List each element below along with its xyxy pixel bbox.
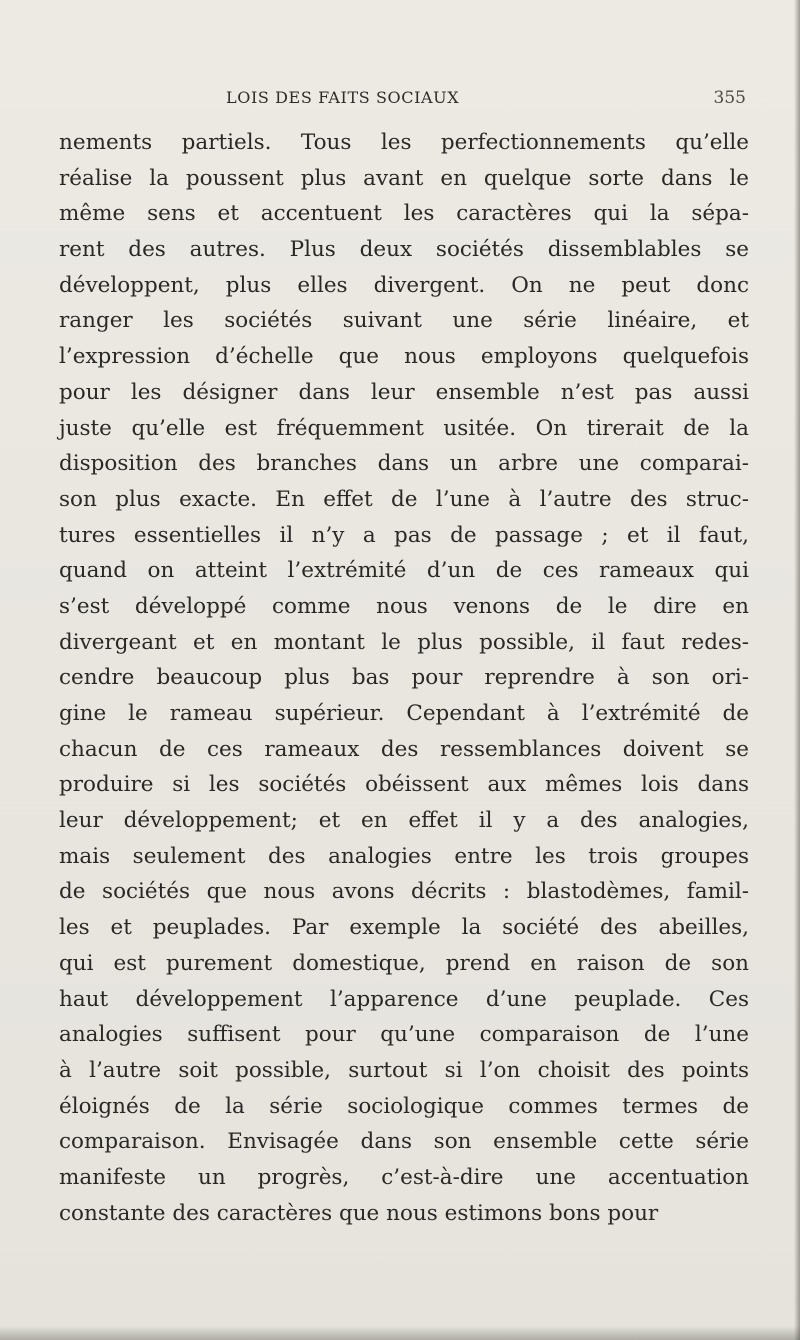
text-line: quand on atteint l’extrémité d’un de ces rameaux qui xyxy=(59,558,749,584)
text-line: les et peuplades. Par exemple la société des abeilles, xyxy=(59,915,749,941)
text-line: tures essentielles il n’y a pas de passage ; et il faut, xyxy=(59,522,749,548)
text-line: réalise la poussent plus avant en quelque sorte dans le xyxy=(59,165,749,191)
text-line: comparaison. Envisagée dans son ensemble cette série xyxy=(59,1129,749,1155)
page-number: 355 xyxy=(713,88,746,108)
text-line: constante des caractères que nous estimons bons pour xyxy=(59,1200,659,1226)
text-line: éloignés de la série sociologique commes termes de xyxy=(59,1093,749,1119)
running-title: LOIS DES FAITS SOCIAUX xyxy=(226,88,460,107)
text-line: de sociétés que nous avons décrits : blastodèmes, famil- xyxy=(59,879,749,905)
text-line: disposition des branches dans un arbre une comparai- xyxy=(59,451,749,477)
text-line: cendre beaucoup plus bas pour reprendre à son ori- xyxy=(59,665,749,691)
text-line: gine le rameau supérieur. Cependant à l’extrémité de xyxy=(59,701,749,726)
text-line: ranger les sociétés suivant une série linéaire, et xyxy=(59,308,749,334)
text-line: leur développement; et en effet il y a des analogies, xyxy=(59,808,749,834)
text-line: son plus exacte. En effet de l’une à l’autre des struc- xyxy=(59,486,749,512)
text-line: chacun de ces rameaux des ressemblances doivent se xyxy=(59,736,749,762)
text-line: même sens et accentuent les caractères qui la sépa- xyxy=(59,201,749,227)
text-line: développent, plus elles divergent. On ne peut donc xyxy=(59,272,749,298)
text-line: produire si les sociétés obéissent aux mêmes lois dans xyxy=(59,772,749,798)
page-edge-shadow xyxy=(794,0,800,1340)
text-line: s’est développé comme nous venons de le dire en xyxy=(59,593,749,619)
body-text xyxy=(59,125,749,1231)
page-bottom-shadow xyxy=(0,1326,800,1340)
text-line: nements partiels. Tous les perfectionnements qu’elle xyxy=(59,130,749,155)
text-line: pour les désigner dans leur ensemble n’est pas aussi xyxy=(59,379,749,405)
text-line: rent des autres. Plus deux sociétés dissemblables se xyxy=(59,237,749,263)
text-line: qui est purement domestique, prend en raison de son xyxy=(59,950,749,976)
page-header xyxy=(60,88,746,118)
text-line: l’expression d’échelle que nous employons quelquefois xyxy=(59,344,749,370)
text-line: divergeant et en montant le plus possible, il faut redes- xyxy=(59,629,749,655)
text-line: mais seulement des analogies entre les trois groupes xyxy=(59,843,749,869)
text-line: haut développement l’apparence d’une peuplade. Ces xyxy=(59,986,749,1012)
text-line: juste qu’elle est fréquemment usitée. On tirerait de la xyxy=(59,415,749,441)
text-line: analogies suffisent pour qu’une comparaison de l’une xyxy=(59,1022,749,1048)
text-line: à l’autre soit possible, surtout si l’on choisit des points xyxy=(59,1057,749,1083)
text-line: manifeste un progrès, c’est-à-dire une accentuation xyxy=(59,1164,749,1190)
